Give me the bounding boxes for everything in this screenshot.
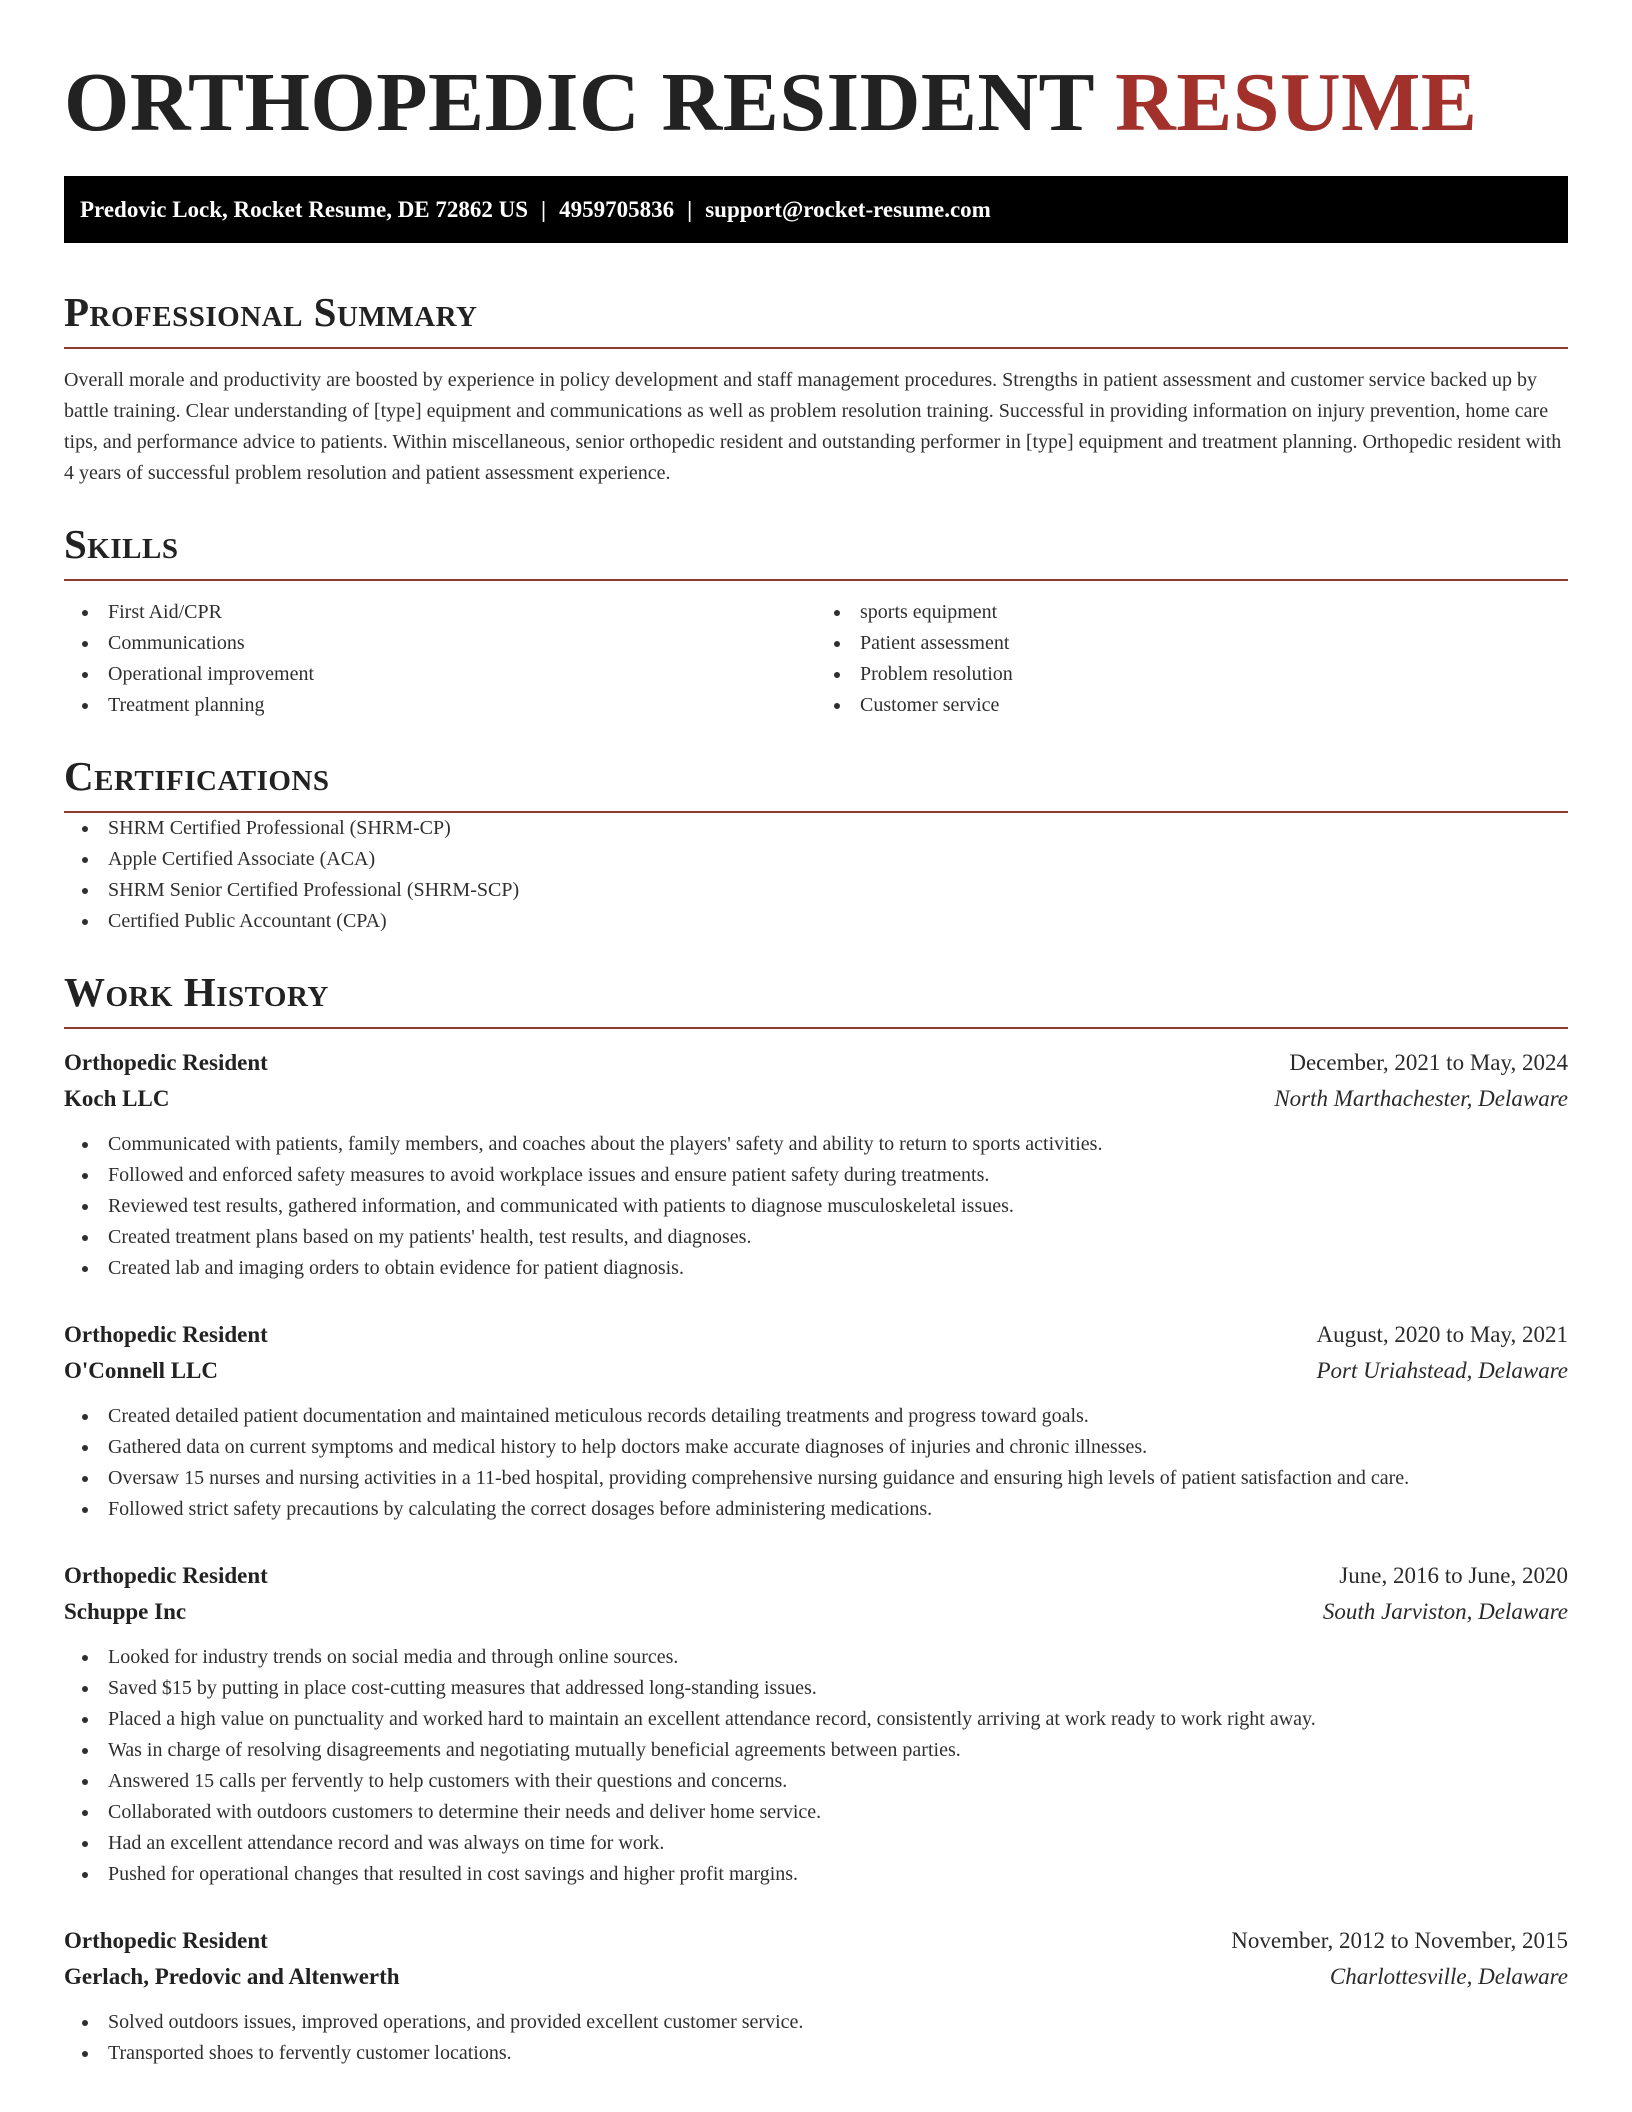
skill-item: Communications [108,628,816,659]
job-company: O'Connell LLC [64,1358,219,1383]
job-location: Port Uriahstead, Delaware [1316,1358,1568,1383]
skill-item: Patient assessment [860,628,1568,659]
duty-item: Created lab and imaging orders to obtain evidence for patient diagnosis. [108,1253,1568,1284]
job-duties [64,1401,1568,1525]
skill-item: Problem resolution [860,659,1568,690]
section-title-work-history: Work History [64,969,329,1015]
skill-item: First Aid/CPR [108,597,816,628]
section-divider [64,579,1568,581]
work-history-section [64,967,1568,2069]
job-duties [64,1642,1568,1890]
skill-item: Customer service [860,690,1568,721]
job-entry [64,1045,1568,1284]
duty-item: Looked for industry trends on social media and through online sources. [108,1642,1568,1673]
skill-item: sports equipment [860,597,1568,628]
job-title: Orthopedic Resident [64,1322,268,1347]
section-title-certifications: Certifications [64,753,330,799]
certification-item: SHRM Certified Professional (SHRM-CP) [108,813,1568,844]
contact-phone: 4959705836 [559,197,675,222]
skills-list-left [64,597,816,721]
contact-separator: | [687,197,693,222]
duty-item: Saved $15 by putting in place cost-cutting measures that addressed long-standing issues. [108,1673,1568,1704]
contact-email[interactable]: support@rocket-resume.com [705,197,991,222]
certifications-section [64,751,1568,937]
summary-text: Overall morale and productivity are boosted by experience in policy development and staff management procedures. Strengths in patient assessment and customer service backed up by battle training. Clear understanding of [type] equipment and communications as well as problem resolution training. Successful in providing information on injury prevention, home care tips, and performance advice to patients. Within miscellaneous, senior orthopedic resident and outstanding performer in [type] equipment and treatment planning. Orthopedic resident with 4 years of successful problem resolution and patient assessment experience. [64,369,1562,484]
job-company: Gerlach, Predovic and Altenwerth [64,1964,400,1989]
job-dates: December, 2021 to May, 2024 [1289,1050,1568,1075]
section-title-skills: Skills [64,521,179,567]
title-main: ORTHOPEDIC RESIDENT [64,56,1094,149]
job-title: Orthopedic Resident [64,1050,268,1075]
job-title: Orthopedic Resident [64,1928,268,1953]
section-divider [64,1027,1568,1029]
duty-item: Pushed for operational changes that resulted in cost savings and higher profit margins. [108,1859,1568,1890]
duty-item: Created detailed patient documentation and maintained meticulous records detailing treatments and progress toward goals. [108,1401,1568,1432]
duty-item: Communicated with patients, family members, and coaches about the players' safety and ability to return to sports activities. [108,1129,1568,1160]
job-entry [64,1558,1568,1890]
certification-item: Certified Public Accountant (CPA) [108,906,1568,937]
skills-grid [64,597,1568,721]
duty-item: Reviewed test results, gathered information, and communicated with patients to diagnose musculoskeletal issues. [108,1191,1568,1222]
job-duties [64,2007,1568,2069]
certifications-list [64,813,1568,937]
duty-item: Followed and enforced safety measures to avoid workplace issues and ensure patient safety during treatments. [108,1160,1568,1191]
job-entry [64,1317,1568,1525]
job-location: Charlottesville, Delaware [1329,1964,1568,1989]
skills-section [64,519,1568,721]
job-location: South Jarviston, Delaware [1322,1599,1568,1624]
duty-item: Followed strict safety precautions by calculating the correct dosages before administering medications. [108,1494,1568,1525]
duty-item: Created treatment plans based on my patients' health, test results, and diagnoses. [108,1222,1568,1253]
job-entry [64,1923,1568,2069]
duty-item: Gathered data on current symptoms and medical history to help doctors make accurate diagnoses of injuries and chronic illnesses. [108,1432,1568,1463]
contact-separator: | [541,197,547,222]
resume-title [64,0,1568,176]
job-dates: August, 2020 to May, 2021 [1316,1322,1568,1347]
job-dates: November, 2012 to November, 2015 [1231,1928,1568,1953]
certification-item: Apple Certified Associate (ACA) [108,844,1568,875]
contact-bar [64,176,1568,243]
duty-item: Was in charge of resolving disagreements and negotiating mutually beneficial agreements between parties. [108,1735,1568,1766]
job-company: Koch LLC [64,1086,170,1111]
job-duties [64,1129,1568,1284]
skill-item: Operational improvement [108,659,816,690]
title-accent: RESUME [1115,56,1478,149]
job-title: Orthopedic Resident [64,1563,268,1588]
duty-item: Transported shoes to fervently customer locations. [108,2038,1568,2069]
job-dates: June, 2016 to June, 2020 [1339,1563,1568,1588]
duty-item: Oversaw 15 nurses and nursing activities in a 11-bed hospital, providing comprehensive nursing guidance and ensuring high levels of patient satisfaction and care. [108,1463,1568,1494]
summary-section [64,287,1568,489]
section-title-summary: Professional Summary [64,289,478,335]
duty-item: Placed a high value on punctuality and worked hard to maintain an excellent attendance record, consistently arriving at work ready to work right away. [108,1704,1568,1735]
duty-item: Collaborated with outdoors customers to determine their needs and deliver home service. [108,1797,1568,1828]
skills-list-right [816,597,1568,721]
section-divider [64,347,1568,349]
duty-item: Solved outdoors issues, improved operations, and provided excellent customer service. [108,2007,1568,2038]
skill-item: Treatment planning [108,690,816,721]
job-company: Schuppe Inc [64,1599,187,1624]
certification-item: SHRM Senior Certified Professional (SHRM-SCP) [108,875,1568,906]
duty-item: Answered 15 calls per fervently to help customers with their questions and concerns. [108,1766,1568,1797]
contact-address: Predovic Lock, Rocket Resume, DE 72862 US [80,197,529,222]
duty-item: Had an excellent attendance record and was always on time for work. [108,1828,1568,1859]
job-location: North Marthachester, Delaware [1274,1086,1568,1111]
